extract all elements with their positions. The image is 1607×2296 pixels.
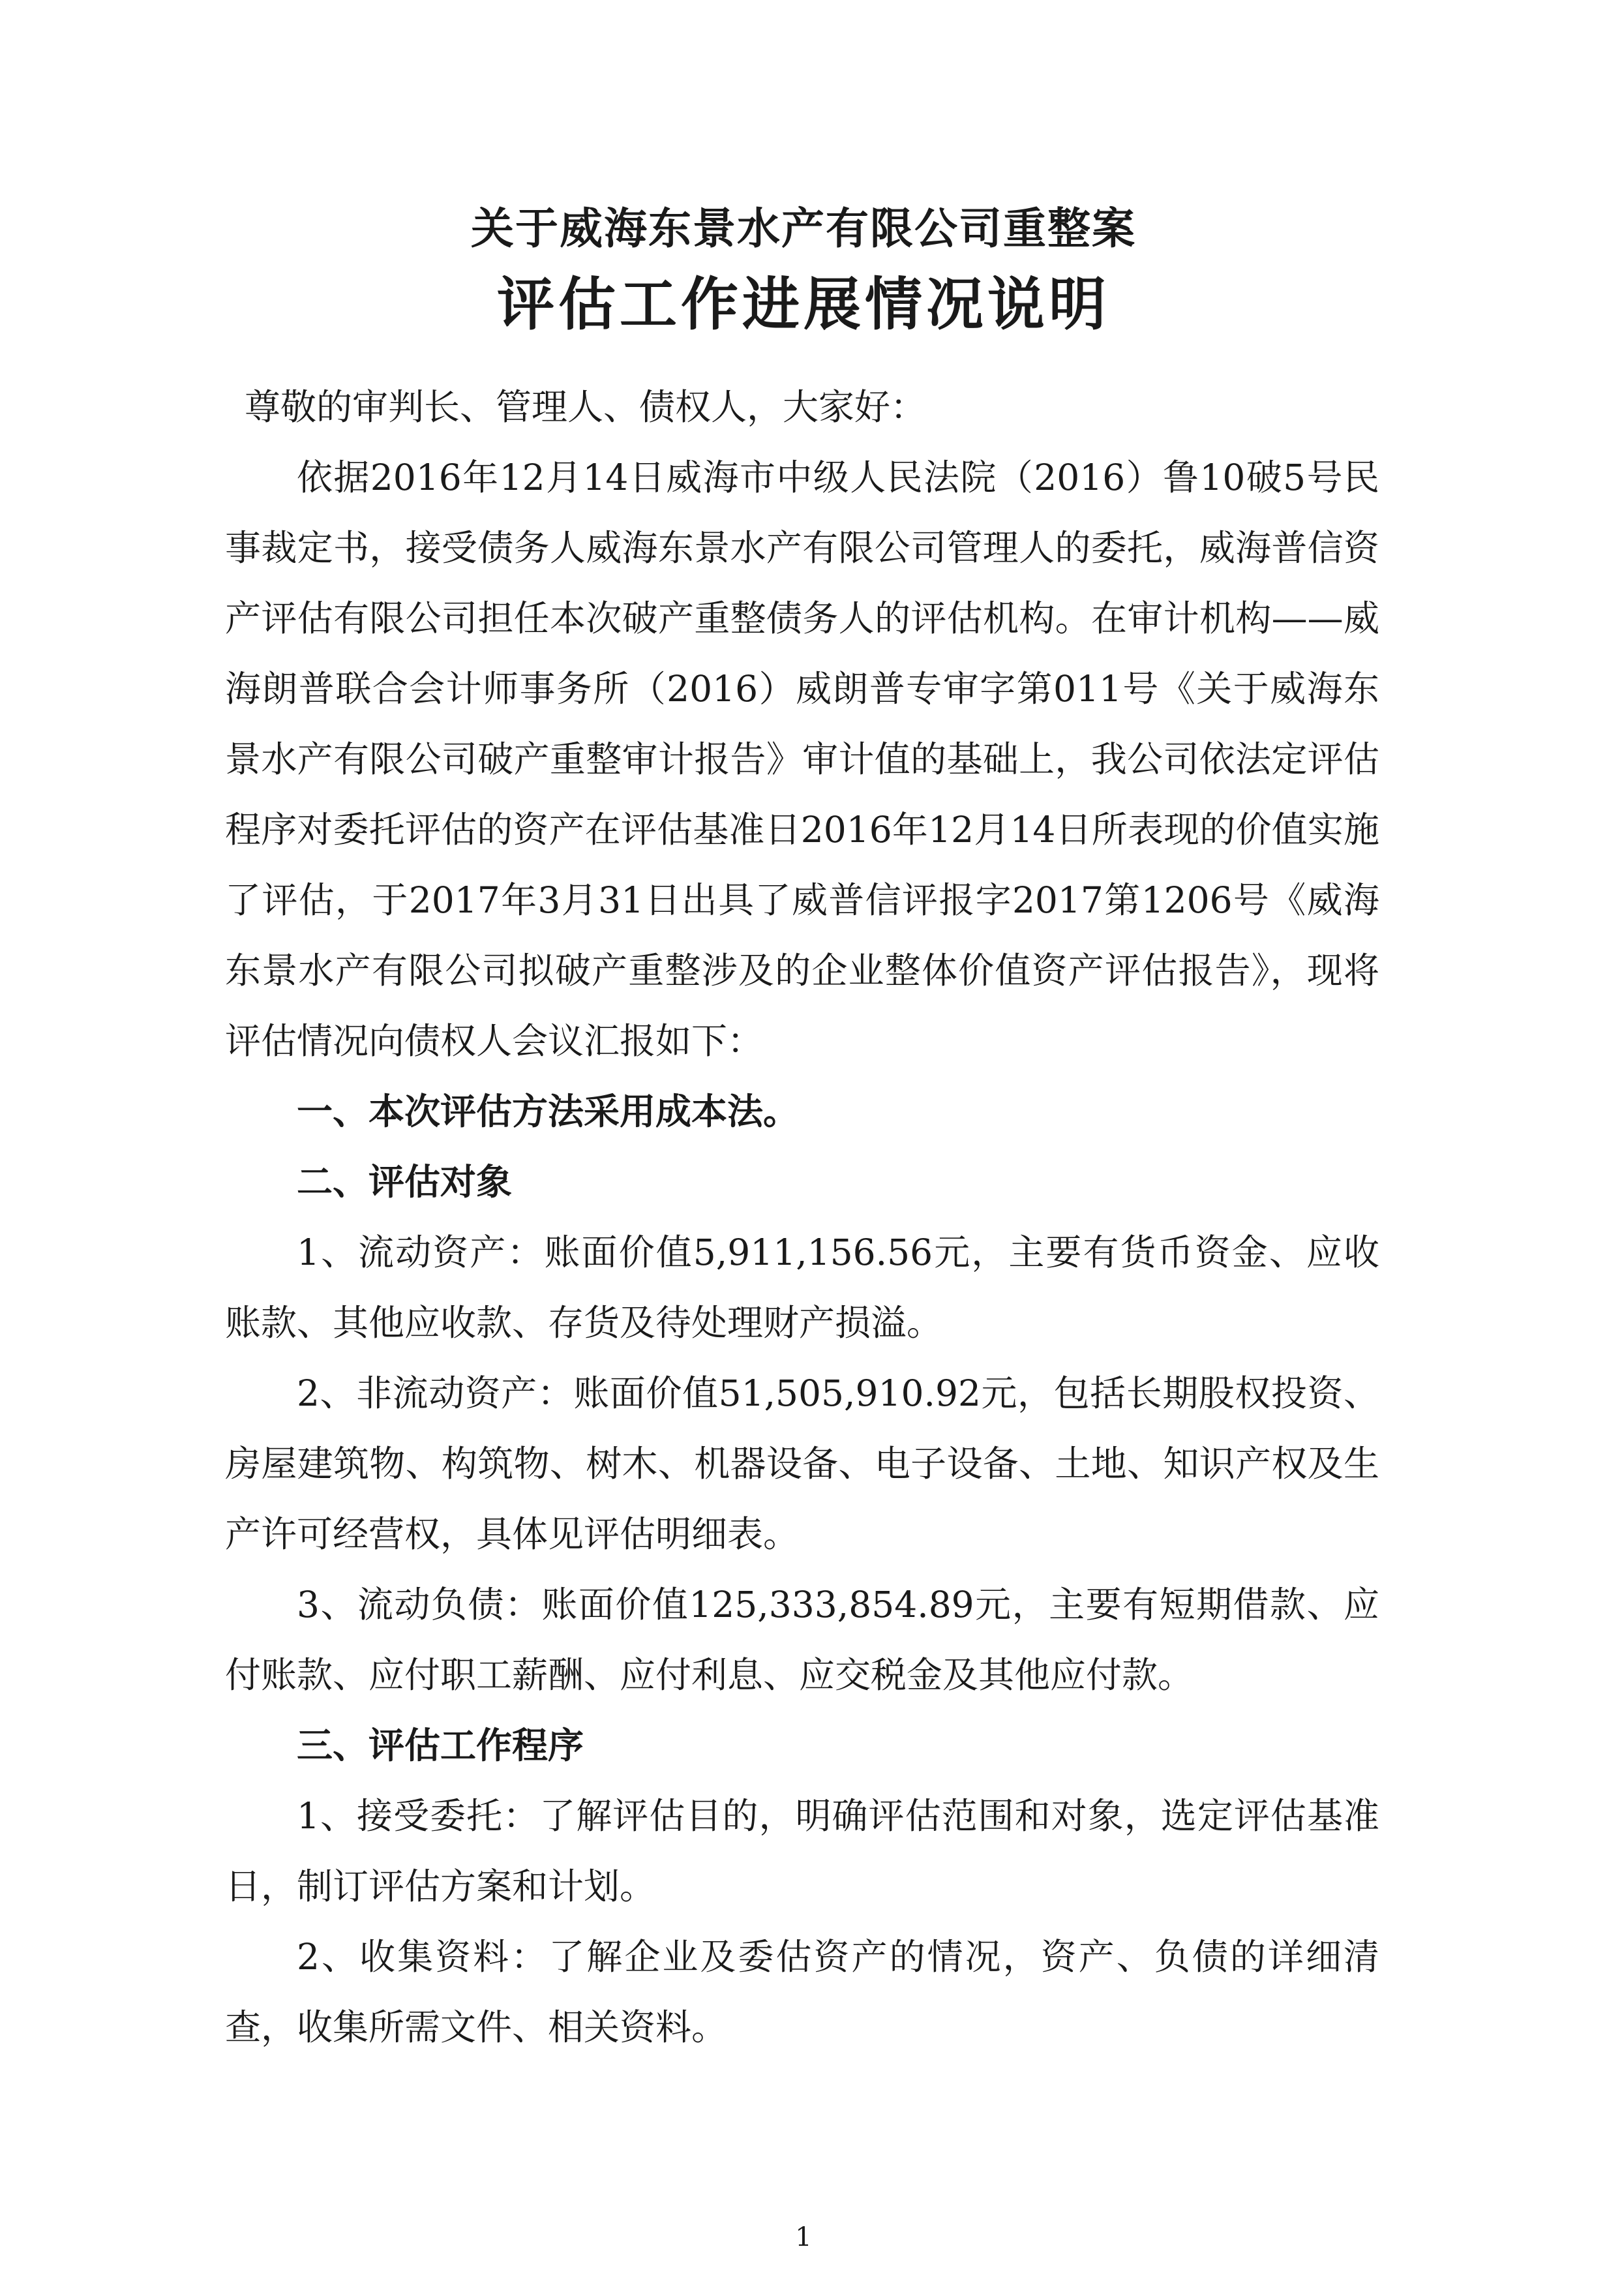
document-title-line1: 关于威海东景水产有限公司重整案 (471, 203, 1136, 254)
section-heading-objects: 二、评估对象 (297, 1160, 513, 1203)
item-collect-materials: 2、收集资料：了解企业及委估资产的情况，资产、负债的详细清查，收集所需文件、相关资料。 (225, 1936, 1379, 2048)
title-block (0, 196, 1607, 343)
page-number: 1 (795, 2222, 812, 2252)
item-accept-commission: 1、接受委托：了解评估目的，明确评估范围和对象，选定评估基准日，制订评估方案和计划。 (225, 1795, 1379, 1907)
item-non-current-assets: 2、非流动资产：账面价值51,505,910.92元，包括长期股权投资、房屋建筑物、构筑物、树木、机器设备、电子设备、土地、知识产权及生产许可经营权，具体见评估明细表。 (225, 1372, 1379, 1555)
item-current-assets: 1、流动资产：账面价值5,911,156.56元，主要有货币资金、应收账款、其他应收款、存货及待处理财产损溢。 (225, 1231, 1379, 1344)
salutation: 尊敬的审判长、管理人、债权人，大家好： (245, 386, 927, 428)
document-title-line2: 评估工作进展情况说明 (496, 270, 1110, 338)
document-body (225, 372, 1379, 2062)
item-current-liabilities: 3、流动负债：账面价值125,333,854.89元，主要有短期借款、应付账款、应付职工薪酬、应付利息、应交税金及其他应付款。 (225, 1584, 1379, 1696)
section-heading-procedure: 三、评估工作程序 (297, 1724, 584, 1766)
intro-paragraph: 依据2016年12月14日威海市中级人民法院（2016）鲁10破5号民事裁定书，接受债务人威海东景水产有限公司管理人的委托，威海普信资产评估有限公司担任本次破产重整债务人的评估机构。在审计机构——威海朗普联合会计师事务所（2016）威朗普专审字第011号《关于威海东景水产有限公司破产重整审计报告》审计值的基础上，我公司依法定评估程序对委托评估的资产在评估基准日2016年12月14日所表现的价值实施了评估，于2017年3月31日出具了威普信评报字2017第1206号《威海东景水产有限公司拟破产重整涉及的企业整体价值资产评估报告》，现将评估情况向债权人会议汇报如下： (225, 457, 1379, 1062)
section-heading-method: 一、本次评估方法采用成本法。 (297, 1090, 800, 1132)
